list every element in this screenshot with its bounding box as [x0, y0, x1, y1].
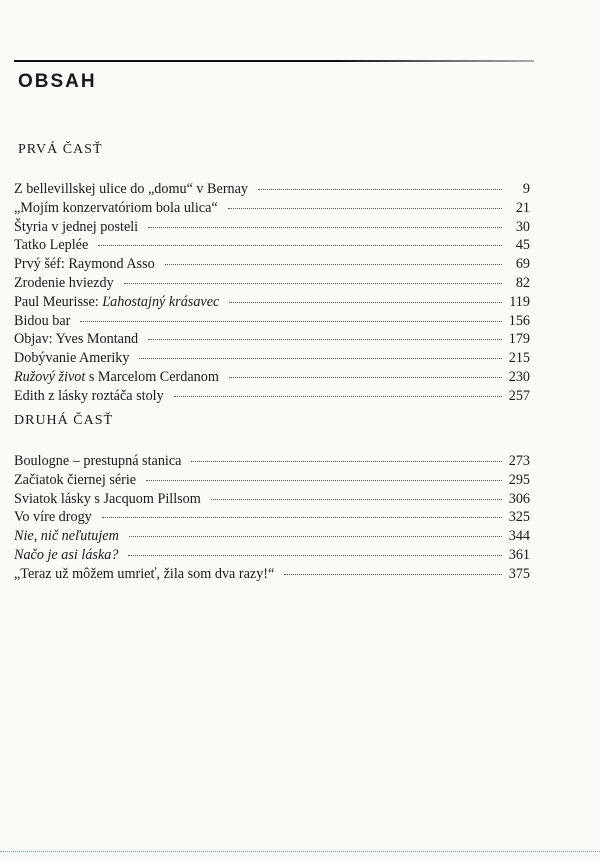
entry-title: „Mojím konzervatóriom bola ulica“	[14, 199, 218, 216]
entry-page: 295	[508, 471, 530, 488]
dot-leader	[229, 376, 502, 378]
entry-title: Štyria v jednej posteli	[14, 218, 139, 235]
entry-page: 325	[508, 509, 530, 526]
dot-leader	[128, 554, 502, 556]
dot-leader	[139, 357, 502, 359]
entry-page: 21	[515, 199, 530, 216]
toc-entry[interactable]	[14, 274, 530, 293]
dot-leader	[211, 498, 502, 500]
entry-page: 273	[508, 453, 530, 469]
entry-title: Zrodenie hviezdy	[14, 274, 114, 291]
entry-title-italic: Načo je asi láska?	[14, 546, 119, 563]
toc-entry[interactable]	[14, 368, 530, 387]
entry-title: Dobývanie Ameriky	[14, 350, 130, 367]
entry-title-italic: Nie, nič neľutujem	[14, 528, 119, 545]
toc-entry[interactable]	[14, 387, 530, 406]
dot-leader	[102, 516, 502, 518]
entry-page: 69	[515, 256, 530, 273]
dot-leader	[174, 395, 502, 397]
toc-entry[interactable]	[14, 218, 530, 237]
entry-page: 375	[508, 565, 530, 582]
part-one-heading: PRVÁ ČASŤ	[18, 142, 103, 157]
entry-title: Tatko Leplée	[14, 237, 89, 254]
entry-page: 361	[508, 546, 530, 563]
entry-page: 306	[508, 490, 530, 507]
entry-title: Prvý šéf: Raymond Asso	[14, 256, 155, 273]
page-title: OBSAH	[18, 71, 97, 92]
toc-entry[interactable]	[14, 180, 530, 199]
toc-entry[interactable]	[14, 330, 530, 349]
entry-title	[14, 368, 219, 387]
entry-title-italic: Ľahostajný krásavec	[102, 293, 220, 310]
entry-page: 215	[508, 350, 530, 367]
toc-entry[interactable]	[14, 255, 530, 274]
entry-title: Objav: Yves Montand	[14, 331, 139, 348]
part-two-heading: DRUHÁ ČASŤ	[14, 413, 114, 428]
entry-title	[14, 293, 219, 312]
dot-leader	[80, 320, 502, 322]
entry-title: Začiatok čiernej série	[14, 471, 137, 488]
entry-page: 30	[515, 218, 530, 235]
toc-entry[interactable]	[14, 546, 530, 565]
toc-entry[interactable]	[14, 293, 530, 312]
toc-entry[interactable]	[14, 490, 530, 509]
dot-leader	[129, 535, 502, 537]
entry-page: 257	[508, 387, 530, 404]
toc-entry[interactable]	[14, 452, 530, 471]
dot-leader	[146, 479, 502, 481]
dot-leader	[124, 282, 502, 284]
entry-title: Boulogne – prestupná stanica	[14, 453, 182, 469]
entry-title-text: Paul Meurisse:	[14, 293, 103, 310]
toc-entry[interactable]	[14, 508, 530, 527]
entry-title: „Teraz už môžem umrieť, žila som dva razy!“	[14, 565, 275, 582]
dot-leader	[148, 226, 502, 228]
entry-page: 82	[515, 274, 530, 291]
toc-entry[interactable]	[14, 236, 530, 255]
toc-entry[interactable]	[14, 199, 530, 218]
entry-page: 45	[515, 237, 530, 254]
entry-title: Sviatok lásky s Jacquom Pillsom	[14, 490, 201, 507]
entry-page: 179	[508, 331, 530, 348]
toc-entry[interactable]	[14, 565, 530, 584]
toc-entry[interactable]	[14, 312, 530, 331]
entry-title: Vo víre drogy	[14, 509, 92, 526]
dot-leader	[258, 188, 502, 190]
entry-page: 119	[509, 293, 530, 310]
toc-entry[interactable]	[14, 471, 530, 490]
entry-title-text: s Marcelom Cerdanom	[85, 368, 219, 385]
dot-leader	[148, 338, 502, 340]
dot-leader	[98, 244, 502, 246]
entry-title: Z bellevillskej ulice do „domu“ v Bernay	[14, 181, 249, 197]
toc-entry[interactable]	[14, 527, 530, 546]
dot-leader	[165, 263, 502, 265]
scan-bottom-edge	[0, 851, 600, 852]
dot-leader	[284, 573, 502, 575]
entry-title	[14, 546, 118, 565]
entry-page: 230	[508, 368, 530, 385]
toc-entry[interactable]	[14, 349, 530, 368]
entry-page: 344	[508, 528, 530, 545]
toc-part-two	[14, 452, 530, 584]
toc-part-one	[14, 180, 530, 406]
dot-leader	[191, 460, 502, 462]
entry-title: Bidou bar	[14, 312, 71, 329]
entry-page: 9	[522, 181, 530, 197]
entry-title-italic: Ružový život	[14, 368, 86, 385]
entry-title: Edith z lásky roztáča stoly	[14, 387, 164, 404]
dot-leader	[228, 207, 502, 209]
top-rule	[14, 60, 534, 62]
entry-title	[14, 527, 119, 546]
entry-page: 156	[508, 312, 530, 329]
dot-leader	[229, 301, 502, 303]
